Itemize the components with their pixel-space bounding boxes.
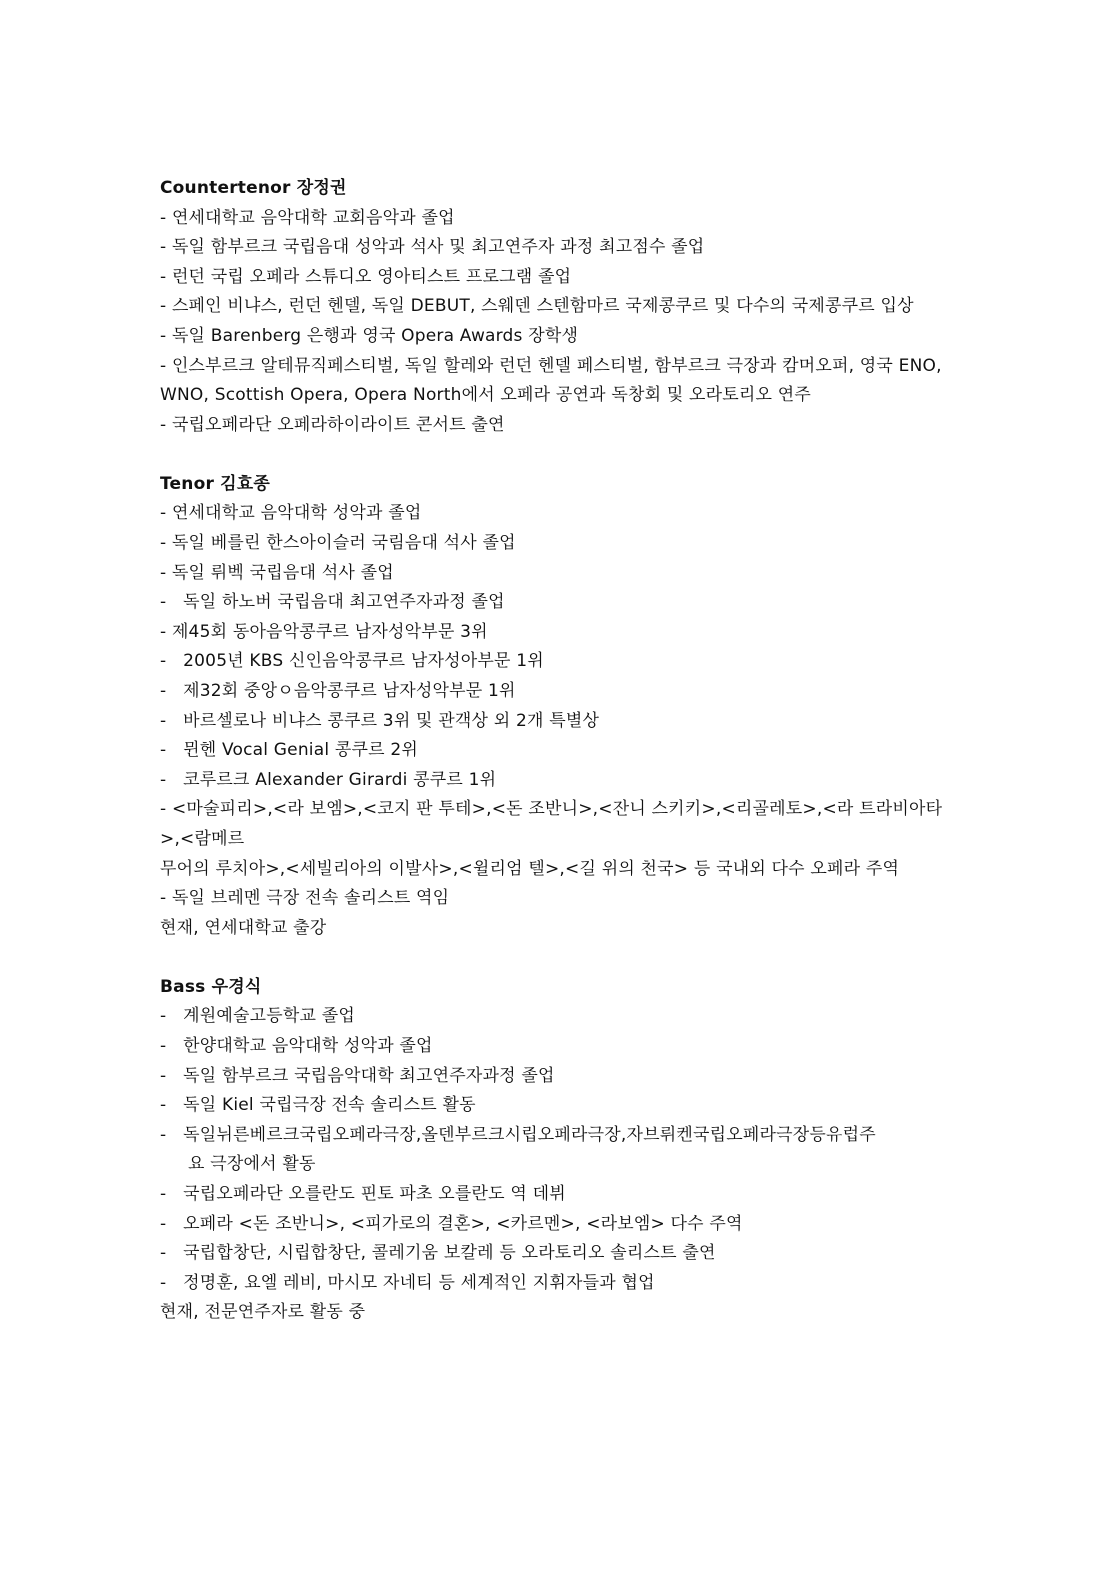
bio-line: - 독일뉘른베르크국립오페라극장,올덴부르크시립오페라극장,자브뤼켄국립오페라극장등유럽주 bbox=[160, 1124, 876, 1145]
bio-line: 요 극장에서 활동 bbox=[188, 1154, 316, 1175]
bio-line: - 제45회 동아음악콩쿠르 남자성악부문 3위 bbox=[160, 621, 488, 642]
bio-line: - 스페인 비냐스, 런던 헨델, 독일 DEBUT, 스웨덴 스텐함마르 국제콩쿠르 및 다수의 국제콩쿠르 입상 bbox=[160, 296, 914, 317]
bio-line: - 바르셀로나 비냐스 콩쿠르 3위 및 관객상 외 2개 특별상 bbox=[160, 710, 600, 731]
bio-line: WNO, Scottish Opera, Opera North에서 오페라 공연과 독창회 및 오라토리오 연주 bbox=[160, 385, 812, 406]
bio-line: - 독일 뤼벡 국립음대 석사 졸업 bbox=[160, 562, 394, 583]
bio-line: - 뮌헨 Vocal Genial 콩쿠르 2위 bbox=[160, 740, 418, 761]
bio-line: 현재, 전문연주자로 활동 중 bbox=[160, 1302, 366, 1323]
bio-line: - 런던 국립 오페라 스튜디오 영아티스트 프로그램 졸업 bbox=[160, 266, 572, 287]
bio-line: - 독일 Kiel 국립극장 전속 솔리스트 활동 bbox=[160, 1095, 476, 1116]
bio-line: - 독일 함부르크 국립음악대학 최고연주자과정 졸업 bbox=[160, 1065, 555, 1086]
bio-line: - 계원예술고등학교 졸업 bbox=[160, 1006, 355, 1027]
bio-line: 무어의 루치아>,<세빌리아의 이발사>,<윌리엄 텔>,<길 위의 천국> 등 국내외 다수 오페라 주역 bbox=[160, 858, 900, 879]
bio-line: - 국립합창단, 시립합창단, 콜레기움 보칼레 등 오라토리오 솔리스트 출연 bbox=[160, 1243, 716, 1264]
section-countertenor bbox=[160, 174, 960, 440]
section-tenor bbox=[160, 470, 960, 944]
bio-line: - 독일 Barenberg 은행과 영국 Opera Awards 장학생 bbox=[160, 325, 579, 346]
bio-line: - 연세대학교 음악대학 성악과 졸업 bbox=[160, 503, 422, 524]
bio-line: - 독일 함부르크 국립음대 성악과 석사 및 최고연주자 과정 최고점수 졸업 bbox=[160, 237, 705, 258]
bio-line: - 2005년 KBS 신인음악콩쿠르 남자성아부문 1위 bbox=[160, 651, 544, 672]
bio-line: - 인스부르크 알테뮤직페스티벌, 독일 할레와 런던 헨델 페스티벌, 함부르크 극장과 캄머오퍼, 영국 ENO, bbox=[160, 355, 942, 376]
bio-line: - 독일 베를린 한스아이슬러 국림음대 석사 졸업 bbox=[160, 533, 516, 554]
section-title: Countertenor 장정권 bbox=[160, 178, 347, 198]
bio-line: - 코루르크 Alexander Girardi 콩쿠르 1위 bbox=[160, 769, 497, 790]
bio-line: - <마술피리>,<라 보엠>,<코지 판 투테>,<돈 조반니>,<잔니 스키키>,<리골레토>,<라 트라비아타>,<람메르 bbox=[160, 799, 943, 849]
bio-line: - 한양대학교 음악대학 성악과 졸업 bbox=[160, 1036, 433, 1057]
section-title: Tenor 김효종 bbox=[160, 473, 271, 494]
bio-line: - 연세대학교 음악대학 교회음악과 졸업 bbox=[160, 207, 455, 228]
bio-line: 현재, 연세대학교 출강 bbox=[160, 917, 327, 938]
bio-line: - 독일 브레멘 극장 전속 솔리스트 역임 bbox=[160, 888, 450, 909]
bio-line: - 정명훈, 요엘 레비, 마시모 자네티 등 세계적인 지휘자들과 협업 bbox=[160, 1272, 655, 1293]
section-title: Bass 우경식 bbox=[160, 976, 262, 997]
bio-line: - 독일 하노버 국립음대 최고연주자과정 졸업 bbox=[160, 592, 505, 613]
section-bass bbox=[160, 973, 960, 1328]
bio-line: - 제32회 중앙ㅇ음악콩쿠르 남자성악부문 1위 bbox=[160, 681, 516, 701]
bio-line: - 국립오페라단 오페라하이라이트 콘서트 출연 bbox=[160, 414, 505, 435]
bio-line: - 오페라 <돈 조반니>, <피가로의 결혼>, <카르멘>, <라보엠> 다수 주역 bbox=[160, 1213, 743, 1234]
document-page bbox=[160, 174, 960, 1357]
bio-line: - 국립오페라단 오를란도 핀토 파초 오를란도 역 데뷔 bbox=[160, 1184, 566, 1204]
